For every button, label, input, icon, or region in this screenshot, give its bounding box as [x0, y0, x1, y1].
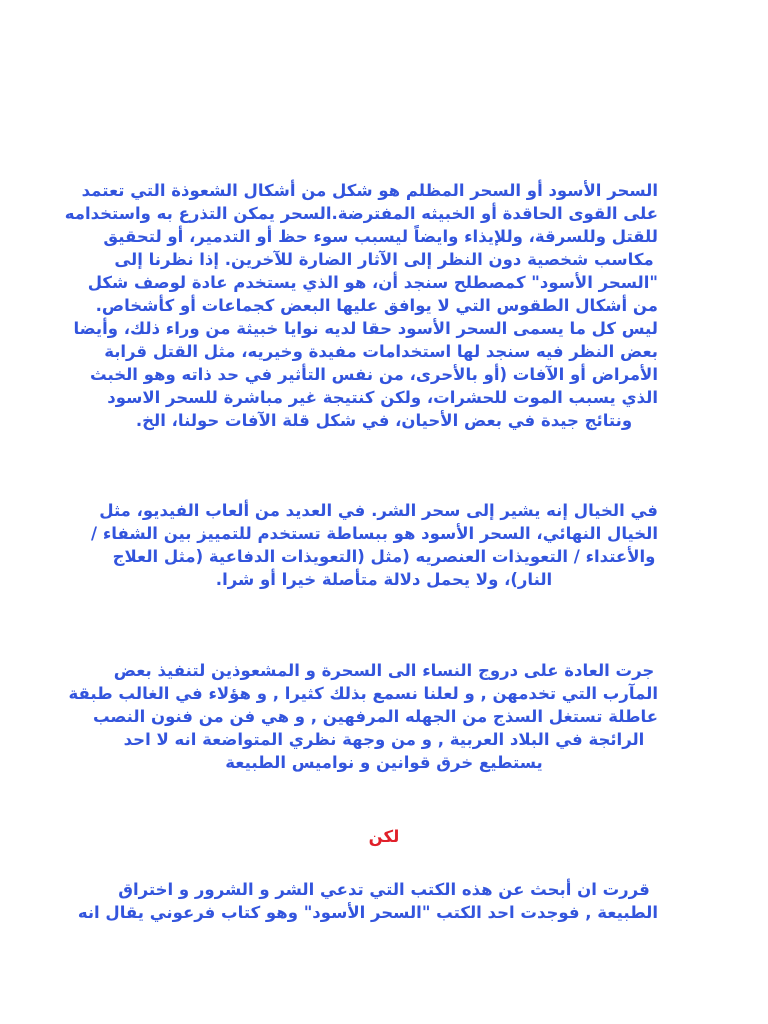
- paragraph-black-magic-definition: [64, 179, 658, 432]
- text-line: ونتائج جيدة في بعض الأحيان، في شكل قلة الآفات حولنا، الخ.: [135, 411, 633, 430]
- text-line: الأمراض أو الآفات (أو بالأحرى، من نفس التأثير في حد ذاته وهو الخبث: [90, 365, 658, 384]
- paragraph-fiction: [91, 499, 658, 591]
- text-line: والأعتداء / التعويذات العنصريه (مثل (التعويذات الدفاعية (مثل العلاج: [112, 547, 656, 566]
- highlight-text: لكن: [368, 827, 400, 846]
- text-line: مكاسب شخصية دون النظر إلى الآثار الضارة للآخرين. إذا نظرنا إلى: [114, 250, 654, 269]
- text-line: جرت العادة على دروج النساء الى السحرة و المشعوذين لتنفيذ بعض: [113, 661, 655, 680]
- text-line: الرائجة في البلاد العربية , و من وجهة نظري المتواضعة انه لا احد: [123, 730, 645, 749]
- text-line: الخيال النهائي، السحر الأسود هو ببساطة تستخدم للتمييز بين الشفاء /: [91, 524, 658, 543]
- text-line: الذي يسبب الموت للحشرات، ولكن كنتيجة غير مباشرة للسحر الاسود: [107, 388, 658, 407]
- text-line: في الخيال إنه يشير إلى سحر الشر. في العديد من ألعاب الفيديو، مثل: [99, 501, 658, 520]
- text-line: بعض النظر فيه سنجد لها استخدامات مفيدة وخيريه، مثل القتل قرابة: [104, 342, 658, 361]
- text-line: للقتل وللسرقة، وللإيذاء وايضاً ليسبب سوء حظ أو التدمير، أو لتحقيق: [103, 227, 658, 246]
- text-line: من أشكال الطقوس التي لا يوافق عليها البعض كجماعات أو كأشخاص.: [95, 296, 658, 315]
- text-line: "السحر الأسود" كمصطلح سنجد أن، هو الذي يستخدم عادة لوصف شكل: [87, 273, 658, 292]
- text-line: على القوى الحاقدة أو الخبيثه المفترضة.السحر يمكن التذرع به واستخدامه: [64, 204, 658, 223]
- text-line: ليس كل ما يسمى السحر الأسود حقا لديه نوايا خبيثة من وراء ذلك، وأيضا: [73, 319, 658, 338]
- text-line: النار)، ولا يحمل دلالة متأصلة خيرا أو شرا.: [215, 570, 553, 589]
- text-line: المآرب التي تخدمهن , و لعلنا نسمع بذلك كثيرا , و هؤلاء في الغالب طبقة: [68, 684, 658, 703]
- text-line: قررت ان أبحث عن هذه الكتب التي تدعي الشر و الشرور و اختراق: [118, 880, 650, 899]
- text-line: يستطيع خرق قوانين و نواميس الطبيعة: [225, 753, 543, 772]
- paragraph-but-heading: [110, 825, 658, 848]
- text-line: السحر الأسود أو السحر المظلم هو شكل من أشكال الشعوذة التي تعتمد: [81, 181, 658, 200]
- text-line: الطبيعة , فوجدت احد الكتب "السحر الأسود" وهو كتاب فرعوني يقال انه: [77, 903, 658, 922]
- paragraph-custom: [68, 659, 658, 774]
- text-line: عاطلة تستغل السذج من الجهله المرفهين , و هي فن من فنون النصب: [92, 707, 658, 726]
- paragraph-search: [77, 878, 658, 924]
